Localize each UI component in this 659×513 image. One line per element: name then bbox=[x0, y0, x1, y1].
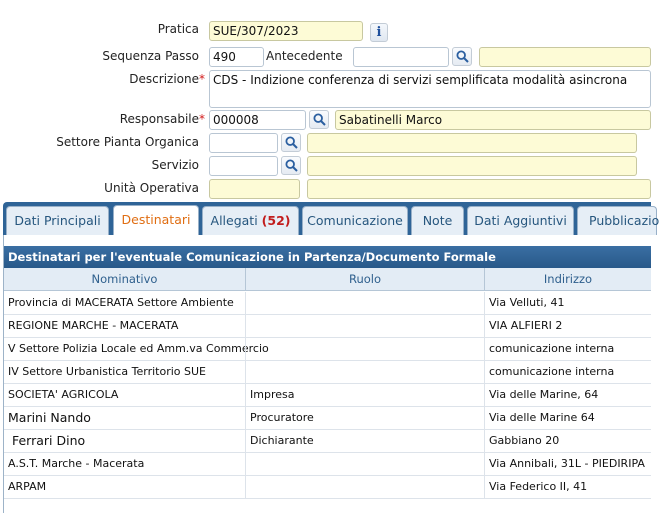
tab-pubblicazione[interactable] bbox=[577, 206, 657, 235]
unita-operativa-code-field[interactable] bbox=[209, 179, 300, 199]
table-row[interactable] bbox=[4, 315, 651, 338]
cell-ruolo bbox=[245, 453, 484, 475]
unita-operativa-label: Unità Operativa bbox=[104, 181, 199, 195]
tab-bar bbox=[3, 202, 659, 235]
responsabile-code-field[interactable]: 000008 bbox=[209, 110, 306, 130]
info-icon: i bbox=[376, 25, 382, 40]
search-icon bbox=[456, 50, 469, 63]
sequenza-passo-label: Sequenza Passo bbox=[102, 49, 199, 63]
cell-nominativo: Marini Nando bbox=[8, 410, 91, 425]
cell-nominativo: Provincia di MACERATA Settore Ambiente bbox=[8, 296, 234, 309]
servizio-description-field bbox=[307, 156, 637, 176]
tab-label: Comunicazione bbox=[307, 213, 403, 228]
tab-note[interactable] bbox=[411, 206, 464, 235]
cell-indirizzo: Via delle Marine 64 bbox=[484, 407, 651, 429]
cell-indirizzo: Via Federico II, 41 bbox=[484, 476, 651, 498]
search-icon bbox=[285, 159, 298, 172]
cell-ruolo: Dichiarante bbox=[245, 430, 484, 452]
antecedente-search-button[interactable] bbox=[452, 47, 472, 66]
search-icon bbox=[285, 136, 298, 149]
cell-nominativo: SOCIETA' AGRICOLA bbox=[8, 388, 119, 401]
table-row[interactable] bbox=[4, 407, 651, 430]
attachments-count-badge: (52) bbox=[261, 213, 291, 228]
tab-destinatari[interactable] bbox=[113, 205, 199, 235]
tab-label: Dati Aggiuntivi bbox=[474, 213, 567, 228]
grid-header bbox=[4, 268, 651, 291]
settore-label: Settore Pianta Organica bbox=[56, 135, 199, 149]
antecedente-label: Antecedente bbox=[266, 49, 343, 63]
tab-label: Allegati bbox=[210, 213, 258, 228]
settore-search-button[interactable] bbox=[281, 133, 301, 152]
cell-indirizzo: Via Velluti, 41 bbox=[484, 292, 651, 314]
cell-nominativo: V Settore Polizia Locale ed Amm.va Commercio bbox=[8, 342, 269, 355]
sequenza-passo-field[interactable]: 490 bbox=[209, 47, 264, 67]
cell-indirizzo: Via delle Marine, 64 bbox=[484, 384, 651, 406]
tab-dati-principali[interactable] bbox=[6, 206, 109, 235]
servizio-search-button[interactable] bbox=[281, 156, 301, 175]
cell-nominativo: A.S.T. Marche - Macerata bbox=[8, 457, 145, 470]
responsabile-label-text: Responsabile bbox=[119, 112, 199, 126]
cell-ruolo bbox=[245, 292, 484, 314]
cell-nominativo: ARPAM bbox=[8, 480, 47, 493]
table-row[interactable] bbox=[4, 361, 651, 384]
search-icon bbox=[313, 113, 326, 126]
column-header-nominativo[interactable]: Nominativo bbox=[91, 272, 158, 286]
tab-dati-aggiuntivi[interactable] bbox=[467, 206, 574, 235]
cell-nominativo: IV Settore Urbanistica Territorio SUE bbox=[8, 365, 206, 378]
antecedente-description bbox=[479, 47, 651, 67]
cell-nominativo: REGIONE MARCHE - MACERATA bbox=[8, 319, 179, 332]
table-row[interactable] bbox=[4, 292, 651, 315]
table-row[interactable] bbox=[4, 338, 651, 361]
required-mark: * bbox=[199, 112, 205, 126]
column-header-indirizzo[interactable]: Indirizzo bbox=[543, 272, 593, 286]
tab-label: Dati Principali bbox=[14, 213, 101, 228]
tab-label: Destinatari bbox=[121, 212, 191, 227]
responsabile-label bbox=[100, 112, 205, 126]
tab-label: Pubblicazio bbox=[589, 213, 659, 228]
table-row[interactable] bbox=[4, 384, 651, 407]
cell-ruolo bbox=[245, 476, 484, 498]
pratica-label: Pratica bbox=[157, 22, 199, 36]
tab-comunicazione[interactable] bbox=[302, 206, 408, 235]
settore-description-field bbox=[307, 133, 637, 153]
required-mark: * bbox=[199, 72, 205, 86]
pratica-field[interactable]: SUE/307/2023 bbox=[209, 21, 363, 41]
cell-indirizzo: comunicazione interna bbox=[484, 338, 651, 360]
table-row[interactable] bbox=[4, 476, 651, 499]
cell-ruolo bbox=[245, 338, 484, 360]
grid-title: Destinatari per l'eventuale Comunicazione in Partenza/Documento Formale bbox=[4, 246, 651, 268]
servizio-code-field[interactable] bbox=[209, 156, 278, 176]
info-button[interactable] bbox=[370, 23, 388, 42]
table-row[interactable] bbox=[4, 430, 651, 453]
tab-label: Note bbox=[422, 213, 453, 228]
unita-operativa-description-field bbox=[307, 179, 651, 199]
column-header-ruolo[interactable]: Ruolo bbox=[348, 272, 382, 286]
settore-code-field[interactable] bbox=[209, 133, 278, 153]
servizio-label: Servizio bbox=[151, 158, 199, 172]
tab-allegati[interactable] bbox=[202, 206, 299, 235]
cell-indirizzo: Gabbiano 20 bbox=[484, 430, 651, 452]
cell-indirizzo: Via Annibali, 31L - PIEDIRIPA bbox=[484, 453, 651, 475]
descrizione-label-text: Descrizione bbox=[129, 72, 199, 86]
cell-ruolo: Impresa bbox=[245, 384, 484, 406]
cell-ruolo: Procuratore bbox=[245, 407, 484, 429]
cell-indirizzo: VIA ALFIERI 2 bbox=[484, 315, 651, 337]
table-row[interactable] bbox=[4, 453, 651, 476]
descrizione-label bbox=[100, 72, 205, 86]
cell-indirizzo: comunicazione interna bbox=[484, 361, 651, 383]
responsabile-search-button[interactable] bbox=[309, 110, 329, 129]
cell-ruolo bbox=[245, 361, 484, 383]
descrizione-field[interactable]: CDS - Indizione conferenza di servizi semplificata modalità asincrona bbox=[209, 70, 651, 108]
cell-ruolo bbox=[245, 315, 484, 337]
cell-nominativo: Ferrari Dino bbox=[8, 433, 86, 448]
antecedente-field[interactable] bbox=[353, 47, 449, 67]
responsabile-name-field: Sabatinelli Marco bbox=[335, 110, 651, 130]
